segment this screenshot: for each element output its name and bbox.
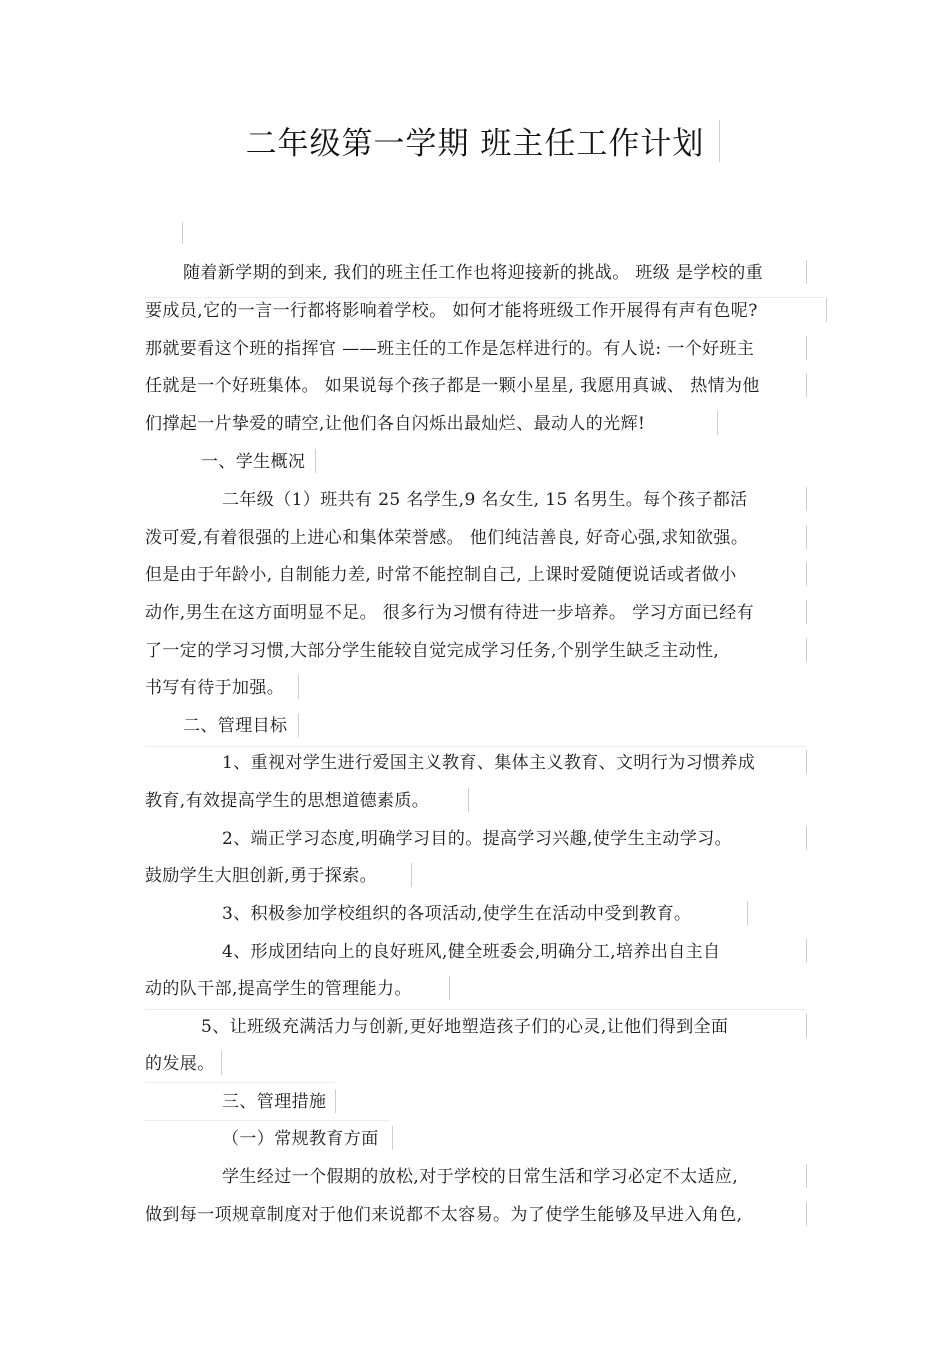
paragraph-line: 随着新学期的到来, 我们的班主任工作也将迎接新的挑战。 班级 是学校的重 xyxy=(183,263,764,283)
paragraph-line: 学生经过一个假期的放松,对于学校的日常生活和学习必定不太适应, xyxy=(222,1167,739,1187)
paragraph-line: 了一定的学习习惯,大部分学生能较自觉完成学习任务,个别学生缺乏主动性, xyxy=(145,641,720,661)
line-edge-mark xyxy=(298,713,299,737)
page-title: 二年级第一学期 班主任工作计划 xyxy=(245,126,705,162)
paragraph-line: 要成员,它的一言一行都将影响着学校。 如何才能将班级工作开展得有声有色呢? xyxy=(145,301,758,321)
paragraph-line: 4、形成团结向上的良好班风,健全班委会,明确分工,培养出自主自 xyxy=(222,942,721,962)
line-edge-mark xyxy=(468,788,469,812)
paragraph-line: 那就要看这个班的指挥官 ——班主任的工作是怎样进行的。有人说: 一个好班主 xyxy=(145,339,755,359)
line-edge-mark xyxy=(806,525,807,549)
line-edge-mark xyxy=(747,901,748,925)
empty-line-mark xyxy=(182,222,183,244)
line-edge-mark xyxy=(806,1014,807,1038)
line-edge-mark xyxy=(806,638,807,662)
line-edge-mark xyxy=(806,600,807,624)
line-edge-mark xyxy=(411,863,412,887)
paragraph-line: 二年级（1）班共有 25 名学生,9 名女生, 15 名男生。每个孩子都活 xyxy=(222,490,748,510)
section-heading-3: 三、管理措施 xyxy=(222,1092,327,1112)
paragraph-line: 3、积极参加学校组织的各项活动,使学生在活动中受到教育。 xyxy=(222,904,692,924)
line-edge-mark xyxy=(335,1089,336,1113)
line-edge-mark xyxy=(717,411,718,435)
guide-line xyxy=(145,746,805,747)
guide-line xyxy=(145,297,825,298)
line-edge-mark xyxy=(806,562,807,586)
paragraph-line: 2、端正学习态度,明确学习目的。提高学习兴趣,使学生主动学习。 xyxy=(222,829,733,849)
title-edge-mark xyxy=(719,120,720,162)
paragraph-line: 们撑起一片挚爱的晴空,让他们各自闪烁出最灿烂、最动人的光辉! xyxy=(145,414,646,434)
subsection-heading: （一）常规教育方面 xyxy=(222,1129,379,1149)
guide-line xyxy=(145,1120,390,1121)
line-edge-mark xyxy=(806,1202,807,1226)
paragraph-line: 动的队干部,提高学生的管理能力。 xyxy=(145,979,412,999)
section-heading-2: 二、管理目标 xyxy=(183,716,288,736)
line-edge-mark xyxy=(806,750,807,774)
line-edge-mark xyxy=(806,373,807,397)
guide-line xyxy=(145,1009,805,1010)
line-edge-mark xyxy=(298,675,299,699)
paragraph-line: 做到每一项规章制度对于他们来说都不太容易。为了使学生能够及早进入角色, xyxy=(145,1205,743,1225)
line-edge-mark xyxy=(806,826,807,850)
line-edge-mark xyxy=(315,449,316,473)
line-edge-mark xyxy=(221,1051,222,1075)
guide-line xyxy=(145,1082,335,1083)
line-edge-mark xyxy=(449,976,450,1000)
line-edge-mark xyxy=(806,939,807,963)
line-edge-mark xyxy=(392,1126,393,1150)
line-edge-mark xyxy=(806,487,807,511)
paragraph-line: 鼓励学生大胆创新,勇于探索。 xyxy=(145,866,378,886)
paragraph-line: 5、让班级充满活力与创新,更好地塑造孩子们的心灵,让他们得到全面 xyxy=(201,1017,729,1037)
paragraph-line: 书写有待于加强。 xyxy=(145,678,285,698)
paragraph-line: 但是由于年龄小, 自制能力差, 时常不能控制自己, 上课时爱随便说话或者做小 xyxy=(145,565,737,585)
paragraph-line: 任就是一个好班集体。 如果说每个孩子都是一颗小星星, 我愿用真诚、 热情为他 xyxy=(145,376,760,396)
line-edge-mark xyxy=(826,298,827,322)
line-edge-mark xyxy=(806,260,807,284)
paragraph-line: 动作,男生在这方面明显不足。 很多行为习惯有待进一步培养。 学习方面已经有 xyxy=(145,603,755,623)
paragraph-line: 1、重视对学生进行爱国主义教育、集体主义教育、文明行为习惯养成 xyxy=(222,753,756,773)
paragraph-line: 教育,有效提高学生的思想道德素质。 xyxy=(145,791,430,811)
paragraph-line: 泼可爱,有着很强的上进心和集体荣誉感。 他们纯洁善良, 好奇心强,求知欲强。 xyxy=(145,528,749,548)
paragraph-line: 的发展。 xyxy=(145,1054,215,1074)
section-heading-1: 一、学生概况 xyxy=(201,452,306,472)
line-edge-mark xyxy=(806,336,807,360)
line-edge-mark xyxy=(806,1164,807,1188)
